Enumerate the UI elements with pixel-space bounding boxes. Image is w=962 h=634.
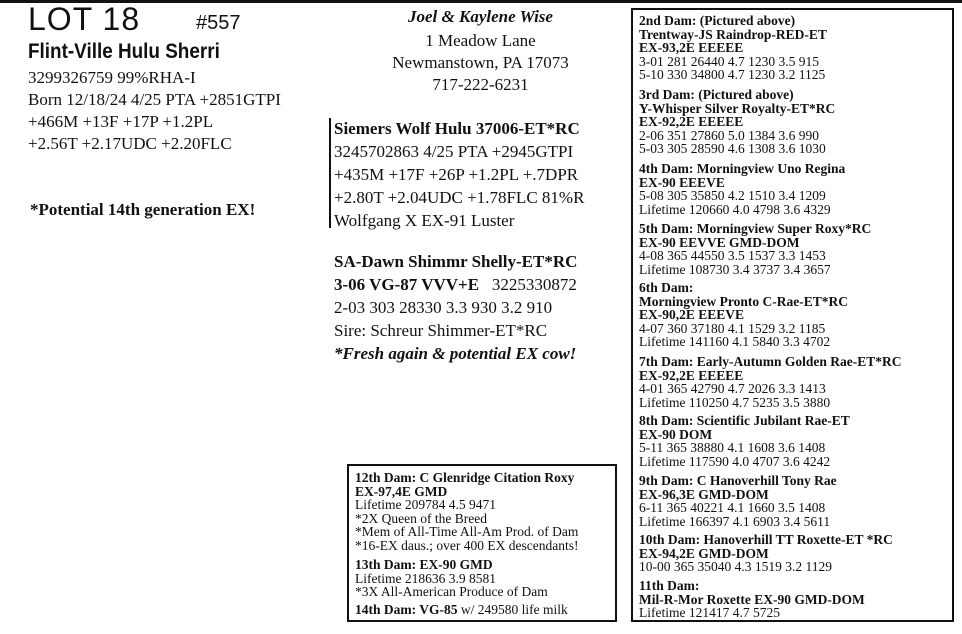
dam-14th: [355, 603, 613, 617]
dam-name: Mil-R-Mor Roxette EX-90 GMD-DOM: [639, 591, 865, 607]
dam-honor: *Mem of All-Time All-Am Prod. of Dam: [355, 524, 579, 539]
dam-record: Lifetime 166397 4.1 6903 3.4 5611: [639, 513, 831, 529]
dam-heading: 14th Dam: VG-85: [355, 602, 458, 617]
dam-record: 3-01 281 26440 4.7 1230 3.5 915: [639, 53, 819, 69]
dam-heading: 5th Dam: Morningview Super Roxy*RC: [639, 221, 872, 236]
dam-record: Lifetime 108730 3.4 3737 3.4 3657: [639, 261, 831, 277]
dam-record: 2-06 351 27860 5.0 1384 3.6 990: [639, 127, 819, 143]
dam-10th: [639, 533, 949, 574]
dam-7th: [639, 355, 949, 409]
dam-heading: 13th Dam: EX-90 GMD: [355, 557, 493, 572]
dam-heading: 3rd Dam: (Pictured above): [639, 87, 794, 102]
dam-record: 6-11 365 40221 4.1 1660 3.5 1408: [639, 500, 826, 515]
dam-classification: 3-06 VG-87 VVV+E: [334, 275, 480, 294]
dam-heading: 8th Dam: Scientific Jubilant Rae-ET: [639, 413, 850, 428]
dam-record: Lifetime 117590 4.0 4707 3.6 4242: [639, 453, 831, 469]
dam-heading: 2nd Dam: (Pictured above): [639, 13, 796, 28]
cow-type-line: +2.56T +2.17UDC +2.20FLC: [28, 134, 232, 153]
dam-record: 5-03 305 28590 4.6 1308 3.6 1030: [639, 141, 826, 156]
dam-classification: EX-90,2E EEEVE: [639, 307, 745, 322]
dam-honor: *16-EX daus.; over 400 EX descendants!: [355, 537, 579, 553]
sire-line: +2.80T +2.04UDC +1.78FLC 81%R: [334, 188, 585, 207]
sire-line: +435M +17F +26P +1.2PL +.7DPR: [334, 165, 579, 184]
dam-note: *Fresh again & potential EX cow!: [334, 344, 577, 363]
dam-record: 2-03 303 28330 3.3 930 3.2 910: [334, 298, 553, 317]
potential-note: *Potential 14th generation EX!: [30, 200, 256, 219]
dam-heading: 10th Dam: Hanoverhill TT Roxette-ET *RC: [639, 532, 893, 547]
dam-3rd: [639, 88, 949, 156]
dam-heading: 6th Dam:: [639, 280, 694, 295]
dam-record: 4-07 360 37180 4.1 1529 3.2 1185: [639, 320, 826, 336]
dam-heading: 11th Dam:: [639, 578, 700, 593]
dam-11th: [639, 579, 949, 620]
cow-id-line: 3299326759 99%RHA-I: [28, 68, 196, 87]
pedigree-box: [631, 8, 954, 622]
dam-heading: 7th Dam: Early-Autumn Golden Rae-ET*RC: [639, 354, 902, 369]
dam-record: Lifetime 121417 4.7 5725: [639, 605, 780, 620]
dam-classification: EX-97,4E GMD: [355, 483, 448, 499]
dam-record: w/ 249580 life milk: [457, 602, 568, 617]
owner-name: Joel & Kaylene Wise: [408, 7, 553, 26]
sire-divider: [329, 118, 331, 228]
dam-record: 4-01 365 42790 4.7 2026 3.3 1413: [639, 381, 826, 396]
dam-name: SA-Dawn Shimmr Shelly-ET*RC: [334, 252, 578, 271]
dam-9th: [639, 474, 949, 528]
dam-heading: 12th Dam: C Glenridge Citation Roxy: [355, 470, 575, 485]
dam-record: 5-08 305 35850 4.2 1510 3.4 1209: [639, 188, 826, 203]
dam-6th: [639, 281, 949, 349]
dam-12th: [355, 471, 613, 552]
dam-classification: EX-94,2E GMD-DOM: [639, 545, 769, 561]
dam-13th: [355, 558, 613, 599]
dam-record: 10-00 365 35040 4.3 1519 3.2 1129: [639, 559, 832, 574]
dam-record: 5-10 330 34800 4.7 1230 3.2 1125: [639, 67, 826, 82]
dam-name: Trentway-JS Raindrop-RED-ET: [639, 26, 827, 42]
cow-birth-line: Born 12/18/24 4/25 PTA +2851GTPI: [28, 90, 281, 109]
lot-label: LOT 18: [28, 1, 141, 37]
dam-8th: [639, 414, 949, 468]
dam-record: Lifetime 209784 4.5 9471: [355, 497, 496, 512]
dam-heading: 4th Dam: Morningview Uno Regina: [639, 161, 846, 176]
sire-line: Wolfgang X EX-91 Luster: [334, 211, 515, 230]
dam-record: Lifetime 141160 4.1 5840 3.3 4702: [639, 334, 831, 349]
dam-classification: EX-93,2E EEEEE: [639, 40, 744, 55]
dam-classification: EX-90 DOM: [639, 426, 713, 442]
lot-number: #557: [196, 12, 241, 34]
dam-record: 5-11 365 38880 4.1 1608 3.6 1408: [639, 440, 826, 455]
dam-name: Y-Whisper Silver Royalty-ET*RC: [639, 100, 836, 116]
dam-classification: EX-92,2E EEEEE: [639, 367, 744, 383]
dam-heading: 9th Dam: C Hanoverhill Tony Rae: [639, 473, 837, 488]
cow-name: Flint-Ville Hulu Sherri: [28, 40, 220, 63]
dam-record: Lifetime 110250 4.7 5235 3.5 3880: [639, 394, 831, 410]
dam-classification: EX-92,2E EEEEE: [639, 114, 744, 129]
dam-honor: *2X Queen of the Breed: [355, 510, 487, 526]
owner-address: 1 Meadow Lane: [425, 31, 536, 50]
dam-classification: EX-90 EEVVE GMD-DOM: [639, 234, 800, 250]
owner-city: Newmanstown, PA 17073: [392, 53, 569, 72]
dam-5th: [639, 222, 949, 276]
dam-sire: Sire: Schreur Shimmer-ET*RC: [334, 321, 548, 340]
dam-record: Lifetime 120660 4.0 4798 3.6 4329: [639, 201, 831, 217]
top-rule: [0, 0, 962, 3]
dam-id: 3225330872: [491, 275, 577, 294]
dam-2nd: [639, 14, 949, 82]
dam-honor: *3X All-American Produce of Dam: [355, 584, 548, 599]
dam-class-line: [334, 273, 577, 296]
sire-name: Siemers Wolf Hulu 37006-ET*RC: [334, 119, 580, 138]
sire-line: 3245702863 4/25 PTA +2945GTPI: [334, 142, 574, 161]
dam-name: Morningview Pronto C-Rae-ET*RC: [639, 293, 848, 309]
dam-record: 4-08 365 44550 3.5 1537 3.3 1453: [639, 248, 826, 263]
dam-classification: EX-90 EEEVE: [639, 174, 725, 190]
dam-record: Lifetime 218636 3.9 8581: [355, 570, 496, 586]
dam-4th: [639, 162, 949, 216]
dam-classification: EX-96,3E GMD-DOM: [639, 486, 769, 502]
ancestors-box: [347, 464, 617, 622]
owner-phone: 717-222-6231: [432, 75, 529, 94]
cow-proof-line: +466M +13F +17P +1.2PL: [28, 112, 214, 131]
